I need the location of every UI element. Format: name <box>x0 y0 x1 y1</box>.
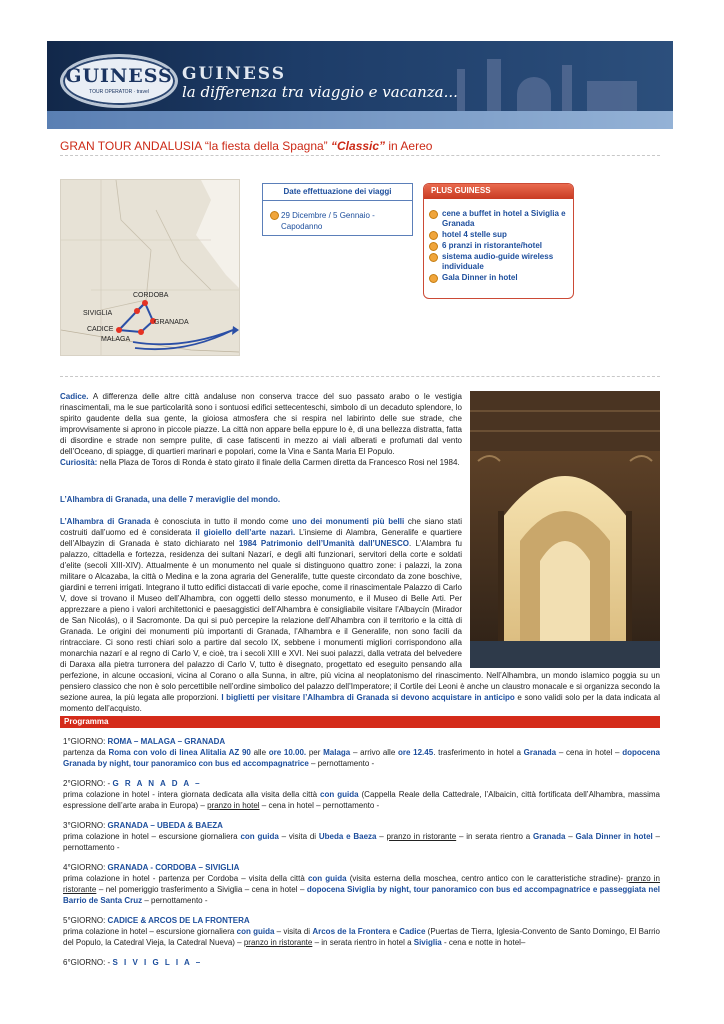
day-text: prima colazione in hotel – escursione giornaliera <box>63 927 237 936</box>
day-highlight: con guida <box>307 874 347 883</box>
curiosita-label: Curiosità: <box>60 458 98 467</box>
day-highlight: con guida <box>320 790 359 799</box>
alhambra-name: L’Alhambra di Granada <box>60 517 151 526</box>
title-main: GRAN TOUR ANDALUSIA “la fiesta della Spagna” <box>60 139 332 153</box>
title-suffix: in Aereo <box>385 139 433 153</box>
day-text: – pernottamento - <box>308 759 375 768</box>
day-text: – <box>376 832 387 841</box>
monument-silhouette <box>487 59 501 111</box>
logo-text: GUINESS <box>65 65 173 87</box>
day-3 <box>63 820 660 853</box>
cadice-label: Cadice. <box>60 392 89 401</box>
day-2 <box>63 778 660 811</box>
day-5 <box>63 915 660 948</box>
dates-separator <box>263 200 412 201</box>
day-text: – pernottamento - <box>63 832 661 852</box>
bullet-icon <box>429 274 438 283</box>
day-highlight: Ubeda e Baeza <box>318 832 377 841</box>
day-text: prima colazione in hotel - partenza per Cordoba – visita della città <box>63 874 308 883</box>
logo-subtext: TOUR OPERATOR · travel <box>89 89 149 95</box>
day-text: e <box>390 927 400 936</box>
day-label: 5°GIORNO: <box>63 916 108 925</box>
plus-item <box>424 273 573 283</box>
day-label: 2°GIORNO: - <box>63 779 113 788</box>
alhambra-text: e sono validi solo per la data indicata al momento dell’acquisto. <box>60 693 661 713</box>
brand-name: GUINESS <box>182 64 286 84</box>
page <box>47 41 673 1024</box>
day-route: G R A N A D A – <box>112 779 202 788</box>
day-text: – cena in hotel – pernottamento - <box>259 801 380 810</box>
plus-item-text: sistema audio-guide wireless individuale <box>442 252 554 271</box>
day-text: alle <box>250 748 269 757</box>
day-highlight: Malaga <box>323 748 351 757</box>
day-text: prima colazione in hotel - intera giornata dedicata alla visita della città <box>63 790 321 799</box>
alhambra-highlight: 1984 Patrimonio dell’Umanità dall’UNESCO <box>238 539 409 548</box>
day-label: 3°GIORNO: <box>63 821 108 830</box>
day-text: per <box>306 748 324 757</box>
plus-item <box>424 241 573 251</box>
programma-header <box>60 716 660 728</box>
day-text: – <box>565 832 576 841</box>
bullet-icon <box>429 242 438 251</box>
day-label: 6°GIORNO: - <box>63 958 113 967</box>
title-divider <box>60 155 660 156</box>
alhambra-ticket-note: I biglietti per visitare l’Alhambra di Granada si devono acquistare in anticipo <box>221 693 515 702</box>
day-6 <box>63 957 660 968</box>
day-underline: pranzo in ristorante <box>243 938 313 947</box>
curiosita-text: nella Plaza de Toros di Ronda è stato girato il finale della Carmen diretta da Francesco Rosi nel 1984. <box>97 458 460 467</box>
day-highlight: con guida <box>236 927 275 936</box>
day-text: – in serata rientro a <box>456 832 533 841</box>
monument-silhouette <box>457 69 465 111</box>
dates-title: Date effettuazione dei viaggi <box>283 187 392 196</box>
alhambra-text: che siano stati costruiti dall’uomo ed è considerata <box>60 517 462 537</box>
day-text: (visita esterna della moschea, centro antico con le caratteristiche stradine)- <box>346 874 627 883</box>
cadice-text: A differenza delle altre città andaluse non conserva tracce del suo passato arabo o le vestigia rinascimentali, ma le sue particolarità sono i sontuosi edifici settecenteschi, simbolo di un decaduto splendore, lo spirito gaudente della sua gente, la gioiosa atmosfera che si respira nel labirinto delle sue strade, che improvvisamente si aprono in piccole piazze. La città non appare bella eppure lo è, di una bellezza distratta, fatta di disordine e strade non sempre pulite, di case fatiscenti in mezzo ai viali alberati e profumati dal vento dell’Oceano, di spiagge, di quartieri marinari e popolari, come la Vina e Santa Maria El Populo. <box>60 392 462 456</box>
cadice-paragraph <box>60 391 462 468</box>
header-band <box>47 111 673 129</box>
day-highlight: Granada <box>523 748 557 757</box>
day-route: CADICE & ARCOS DE LA FRONTERA <box>107 916 250 925</box>
plus-item-text: hotel 4 stelle sup <box>442 230 507 239</box>
plus-guiness-box <box>423 183 574 299</box>
plus-list <box>424 209 573 284</box>
alhambra-text: è conosciuta in tutto il mondo come <box>150 517 293 526</box>
alhambra-paragraph-top <box>60 516 660 714</box>
day-highlight: Gala Dinner in hotel <box>575 832 653 841</box>
day-underline: pranzo in ristorante <box>63 874 661 894</box>
day-text: – visita di <box>278 832 319 841</box>
day-text: (Cappella Reale della Cattedrale, l’Albaicin, città fortificata dell’Alhambra, massima espressione dell’arte araba in Europa) – <box>63 790 661 810</box>
day-1 <box>63 736 660 769</box>
alhambra-text: . L’Alambra fu palazzo, cittadella e fortezza, residenza dei sultani Nazarí, e degli alti funzionari, servitori della corte e soldati d’elite (secoli XIII-XIV). Attualmente è un monumento nel quale si distinguono quattro zone: i palazzi, la zona militare o Alcazaba, la città o Medina e la zona agraria del Generalife, tutte queste circondato da zone boschive, giardini e terreni irrigati. Integrano il tutto edifici distaccati di varie epoche, come il rinascimentale Palazzo di Carlo V, dove si trovano il Museo dell’Alhambra, con oggetti dello stesso monumento, e il Museo di Belle Arti. Per apprezzare a pieno i valori architettonici e paesaggistici dell’Alhambra è consigliabile visitare l’Albaycín (Mirador de San Nicolás), o il Sacromonte. Da qui si può percepire la relazione dell’Alhambra con il territorio e la città di Granada. Le origini dei monumenti più importanti di Granada, l’Alhambra e il Generalife, non sono facili da rintracciare. Ci sono resti chiari solo a partire dal secolo IX, sebbene i monumenti migliori corrispondono alla monarchia nazarí e al regno di Carlo V, e cioè, tra i secoli XIII e XVI. Nei suoi palazzi, dalla vetrata del belvedere di Daraxa alla pietra turronera del palazzo di Carlo V, tutto è disegnato, progettato ed eseguito pensando alla perfezione, in alcune occasioni, vicina al Corano o alla Sunna, in altre, più vicina al neoplatonismo del rinascimento. Nell’Alhambra, un mondo islamico poggia su un pensiero classico che non è solo percettibile nell’ordine simbolico del palazzo dell’Imperatore; il Cortile dei Leoni è anche un claustro monacale e si organizza secondo la sezione aurea, la più legata alle proporzioni. <box>60 539 660 702</box>
day-text: - cena e notte in hotel– <box>441 938 526 947</box>
date-item[interactable]: 29 Dicembre / 5 Gennaio - Capodanno <box>281 211 375 231</box>
day-highlight: Cadice <box>399 927 426 936</box>
bullet-icon <box>429 210 438 219</box>
brand-tagline: la differenza tra viaggio e vacanza... <box>182 83 458 101</box>
day-text: – arrivo alle <box>350 748 398 757</box>
alhambra-highlight: uno dei monumenti più belli <box>292 517 405 526</box>
day-route: ROMA – MALAGA – GRANADA <box>107 737 226 746</box>
plus-item <box>424 252 573 272</box>
day-route: GRANADA – UBEDA & BAEZA <box>107 821 223 830</box>
tour-title <box>60 139 432 153</box>
map-label-cadice: CADICE <box>87 326 114 333</box>
title-classic: “Classic” <box>331 139 386 153</box>
day-highlight: ore 10.00. <box>268 748 307 757</box>
alhambra-highlight: il gioiello dell’arte nazarì. <box>195 528 296 537</box>
map-label-granada: GRANADA <box>154 319 189 326</box>
day-underline: pranzo in hotel <box>207 801 260 810</box>
day-4 <box>63 862 660 906</box>
programma-title: Programma <box>64 717 109 726</box>
map-label-cordoba: CORDOBA <box>133 292 169 299</box>
map-label-siviglia: SIVIGLIA <box>83 310 113 317</box>
bullet-icon <box>270 211 279 220</box>
plus-header <box>424 184 573 199</box>
day-highlight: con guida <box>240 832 279 841</box>
day-text: – cena in hotel – <box>556 748 623 757</box>
monument-silhouette <box>562 65 572 111</box>
photo-spacer <box>462 516 660 668</box>
route-map <box>60 179 240 356</box>
plus-item <box>424 209 573 229</box>
day-label: 4°GIORNO: <box>63 863 108 872</box>
day-highlight: Granada <box>532 832 566 841</box>
alhambra-heading: L’Alhambra di Granada, una delle 7 meraviglie del mondo. <box>60 495 281 504</box>
alhambra-text: L’insieme di Alambra, Generalife e quartiere dell’Albayzin di Granada è stato dichiarato nel <box>60 528 463 548</box>
plus-item-text: 6 pranzi in ristorante/hotel <box>442 241 543 250</box>
plus-title: PLUS GUINESS <box>431 186 491 195</box>
section-divider <box>60 376 660 377</box>
day-route: S I V I G L I A – <box>112 958 203 967</box>
guiness-logo[interactable] <box>60 54 178 108</box>
bullet-icon <box>429 253 438 262</box>
bullet-icon <box>429 231 438 240</box>
day-label: 1°GIORNO: <box>63 737 108 746</box>
day-text: . trasferimento in hotel a <box>433 748 524 757</box>
plus-item <box>424 230 573 240</box>
day-text: – nel pomeriggio trasferimento a Siviglia – cena in hotel – <box>96 885 307 894</box>
map-label-malaga: MALAGA <box>101 336 131 343</box>
day-text: – in serata rientro in hotel a <box>312 938 414 947</box>
day-text: prima colazione in hotel – escursione giornaliera <box>63 832 241 841</box>
day-text: (Puertas de Tierra, Iglesia-Convento de Santo Domingo, El Barrio del Populo, la Catedral Vieja, la Catedral Nueva) – <box>63 927 660 947</box>
day-highlight: Arcos de la Frontera <box>312 927 391 936</box>
day-route: GRANADA - CORDOBA – SIVIGLIA <box>107 863 240 872</box>
day-highlight: dopocena Siviglia by night, tour panoramico con bus ed accompagnatrice e passeggiata nel Barrio de Santa Cruz <box>63 885 660 905</box>
header-banner <box>47 41 673 129</box>
day-highlight: ore 12.45 <box>398 748 434 757</box>
plus-item-text: cene a buffet in hotel a Siviglia e Granada <box>442 209 566 228</box>
day-text: partenza da <box>63 748 109 757</box>
day-highlight: dopocena Granada by night, tour panoramico con bus ed accompagnatrice <box>63 748 660 768</box>
dates-box <box>262 183 413 236</box>
day-underline: pranzo in ristorante <box>386 832 457 841</box>
day-highlight: Roma con volo di linea Alitalia AZ 90 <box>108 748 251 757</box>
day-highlight: Siviglia <box>413 938 442 947</box>
day-text: – pernottamento - <box>142 896 208 905</box>
monument-silhouette <box>517 77 551 111</box>
monument-silhouette <box>587 81 637 111</box>
day-text: – visita di <box>274 927 313 936</box>
plus-item-text: Gala Dinner in hotel <box>442 273 518 282</box>
